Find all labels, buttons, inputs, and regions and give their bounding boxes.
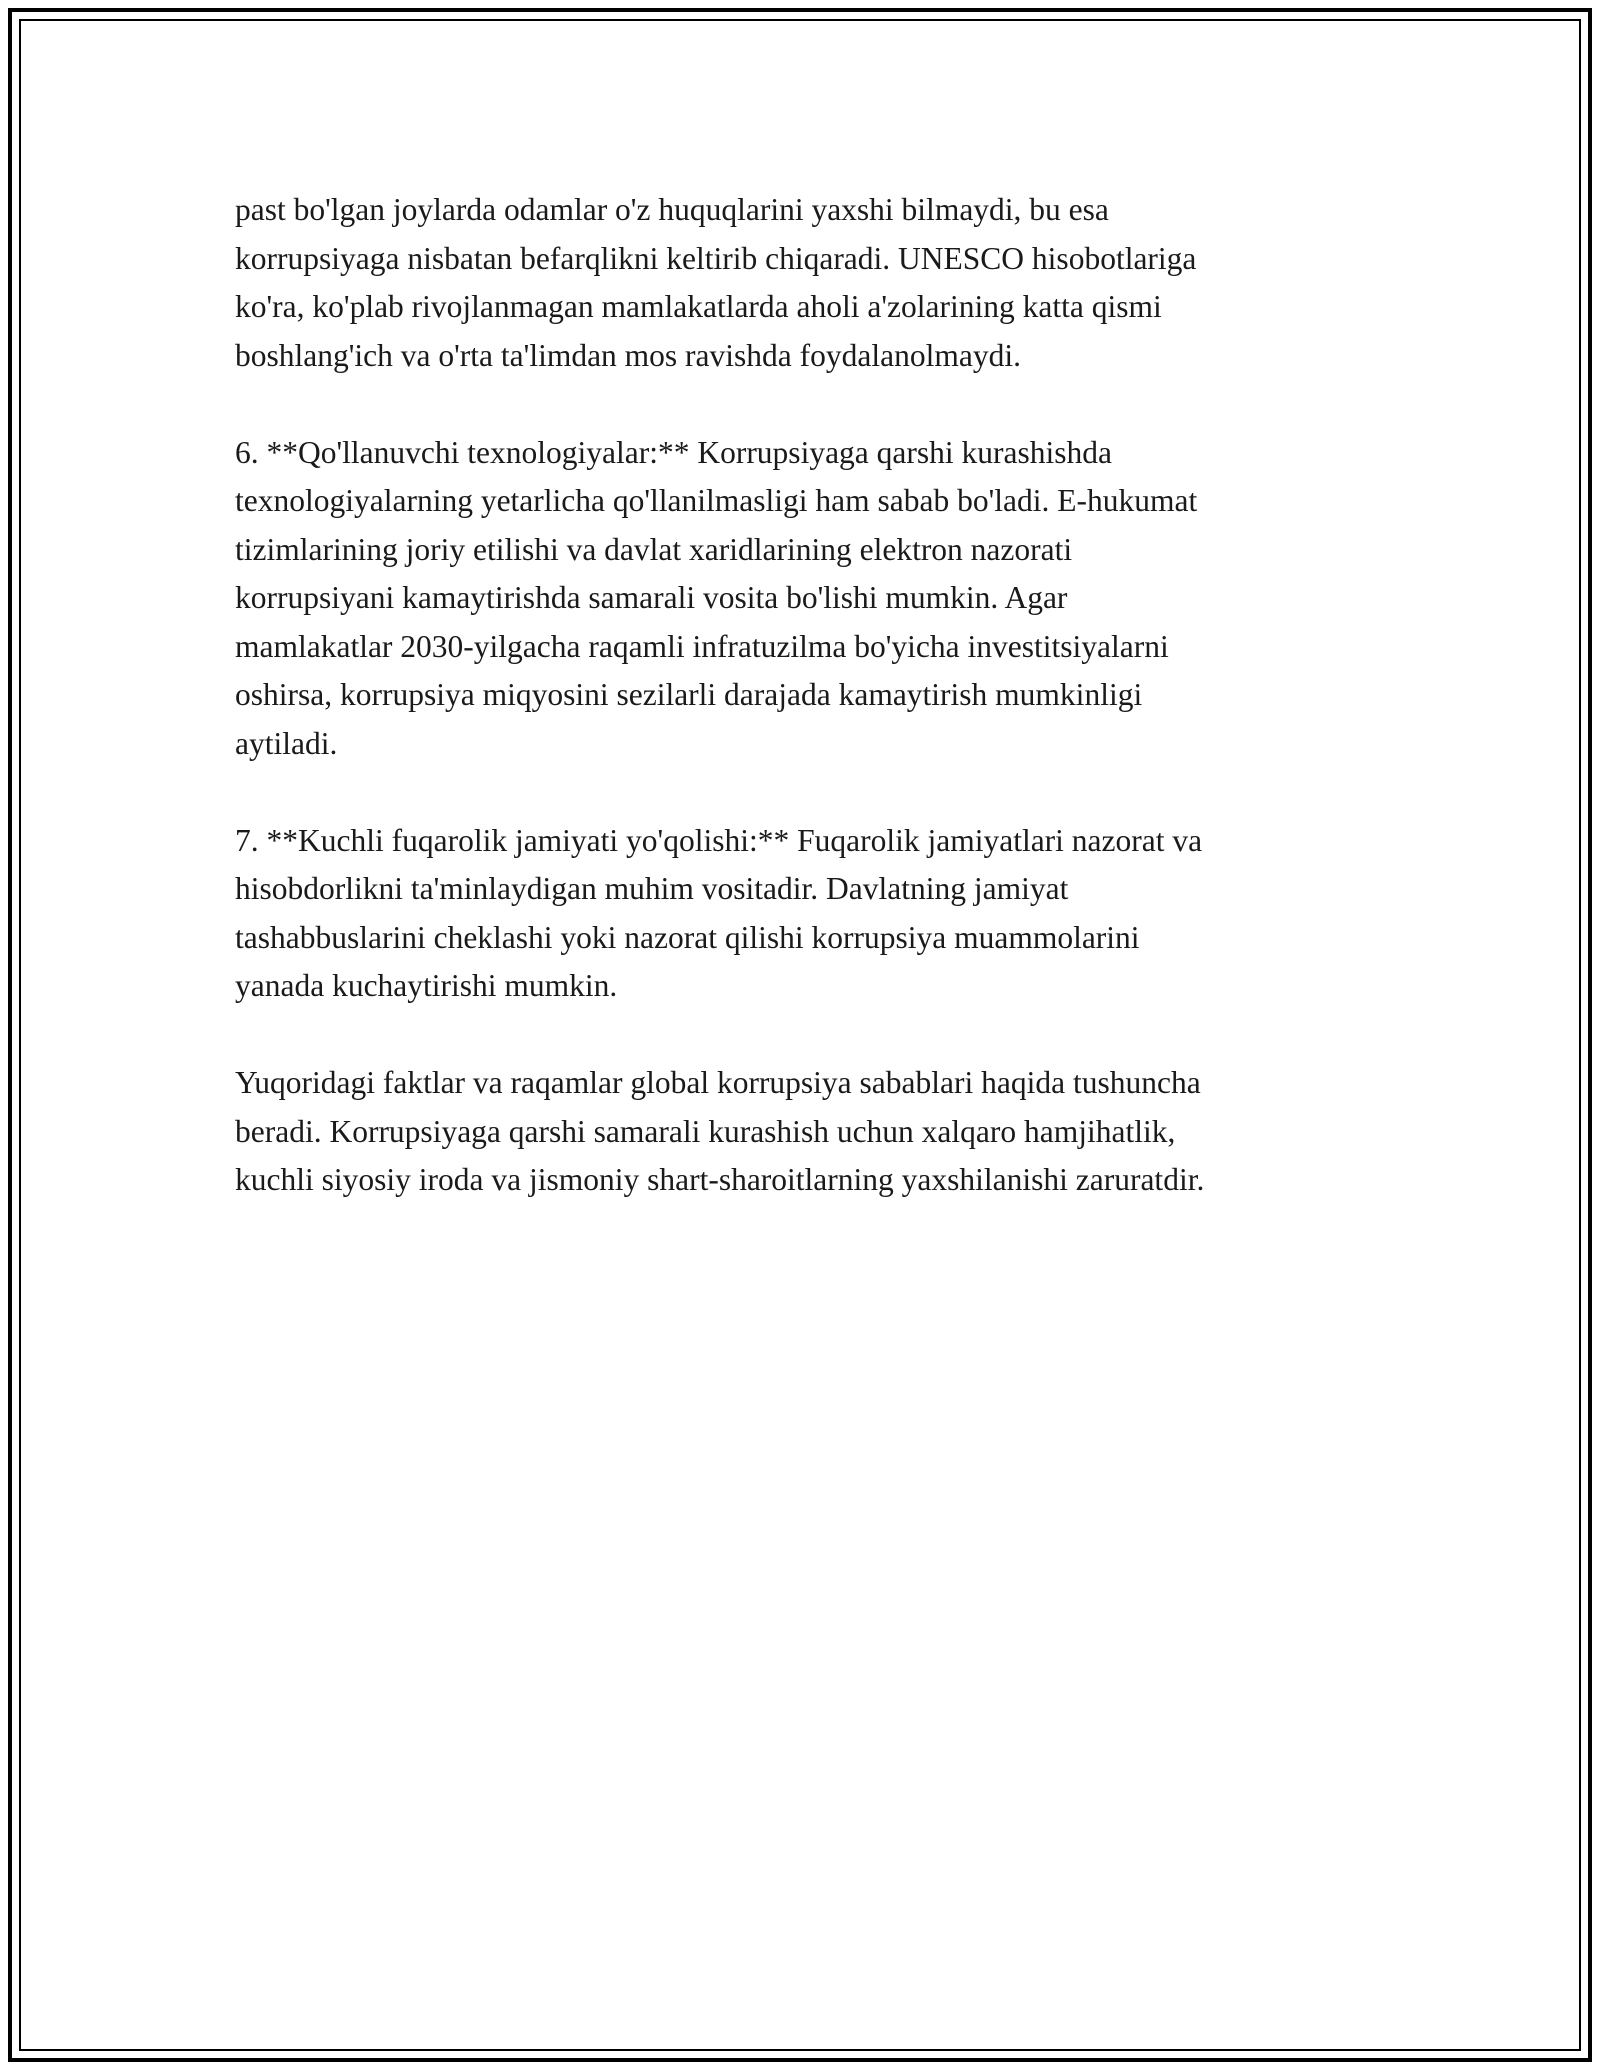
paragraph-conclusion: Yuqoridagi faktlar va raqamlar global korrupsiya sabablari haqida tushuncha beradi. Korrupsiyaga qarshi samarali kurashish uchun xalqaro hamjihatlik, kuchli siyosiy iroda va jismoniy shart-sharoitlarning yaxshilanishi zaruratdir. <box>235 1065 1205 1197</box>
paragraph-technologies: 6. **Qo'llanuvchi texnologiyalar:** Korrupsiyaga qarshi kurashishda texnologiyalarning yetarlicha qo'llanilmasligi ham sabab bo'ladi. E-hukumat tizimlarining joriy etilishi va davlat xaridlarining elektron nazorati korrupsiyani kamaytirishda samarali vosita bo'lishi mumkin. Agar mamlakatlar 2030-yilgacha raqamli infratuzilma bo'yicha investitsiyalarni oshirsa, korrupsiya miqyosini sezilarli darajada kamaytirish mumkinligi aytiladi. <box>235 434 1198 761</box>
document-body <box>235 186 1385 1253</box>
paragraph-education-continuation: past bo'lgan joylarda odamlar o'z huquqlarini yaxshi bilmaydi, bu esa korrupsiyaga nisbatan befarqlikni keltirib chiqaradi. UNESCO hisobotlariga ko'ra, ko'plab rivojlanmagan mamlakatlarda aholi a'zolarining katta qismi boshlang'ich va o'rta ta'limdan mos ravishda foydalanolmaydi. <box>235 192 1197 373</box>
paragraph-civil-society: 7. **Kuchli fuqarolik jamiyati yo'qolishi:** Fuqarolik jamiyatlari nazorat va hisobdorlikni ta'minlaydigan muhim vositadir. Davlatning jamiyat tashabbuslarini cheklashi yoki nazorat qilishi korrupsiya muammolarini yanada kuchaytirishi mumkin. <box>235 822 1203 1003</box>
